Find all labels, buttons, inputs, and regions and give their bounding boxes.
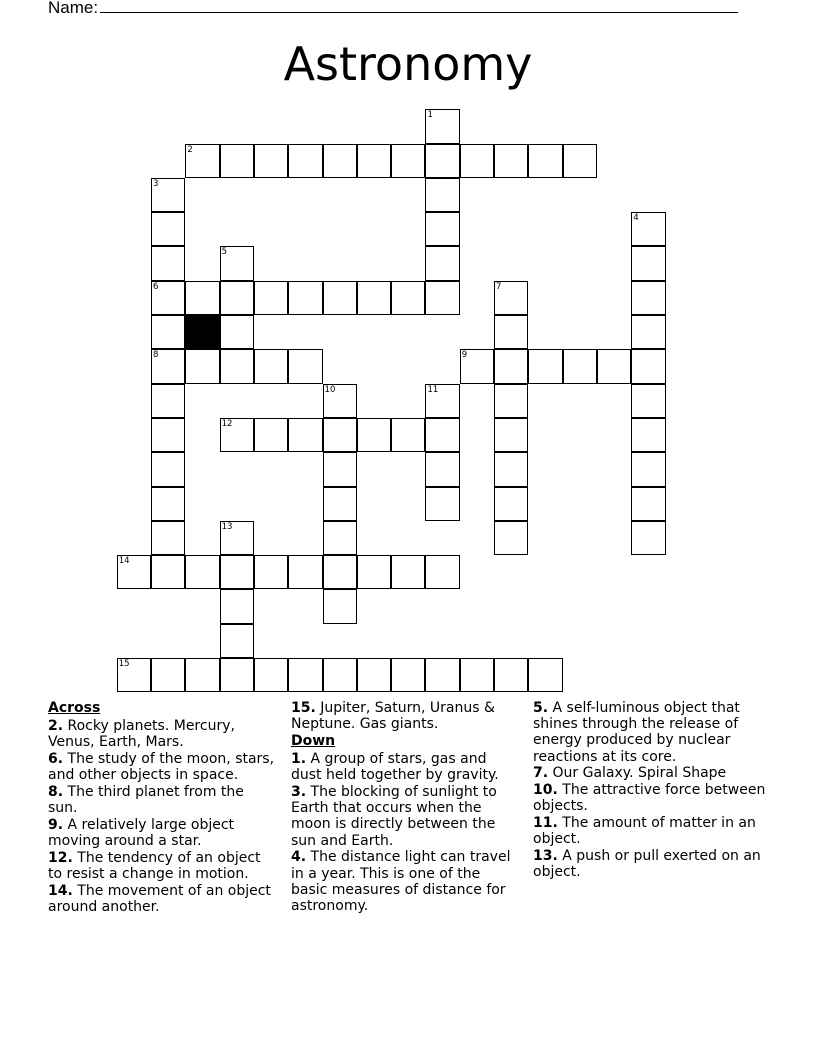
cell-number: 12 [221,418,233,429]
grid-cell[interactable] [425,452,459,486]
clue-text: The amount of matter in an object. [533,814,756,848]
cell-number: 13 [221,521,233,532]
cell-number: 5 [221,247,228,258]
grid-cell[interactable] [288,144,322,178]
grid-cell[interactable] [425,144,459,178]
numbered-cell-1[interactable] [425,109,459,143]
grid-cell[interactable] [254,144,288,178]
clue-number: 8. [48,784,64,801]
clue-down-3 [291,784,519,849]
grid-cell[interactable] [151,521,185,555]
clue-text: The attractive force between objects. [533,782,766,815]
grid-cell[interactable] [288,281,322,315]
numbered-cell-11[interactable] [425,384,459,418]
grid-cell[interactable] [357,555,391,589]
grid-cell[interactable] [494,349,528,383]
grid-cell[interactable] [425,658,459,692]
clue-number: 12. [48,849,73,866]
cell-number: 14 [118,556,130,567]
clue-column-1 [48,700,276,916]
grid-cell[interactable] [425,418,459,452]
grid-cell[interactable] [563,144,597,178]
clue-number: 6. [48,751,64,768]
clue-text: Rocky planets. Mercury, Venus, Earth, Mars. [48,718,235,751]
grid-cell[interactable] [631,452,665,486]
grid-cell[interactable] [323,487,357,521]
numbered-cell-10[interactable] [323,384,357,418]
numbered-cell-12[interactable] [220,418,254,452]
clue-text: The study of the moon, stars, and other objects in space. [48,751,275,784]
grid-cell[interactable] [254,349,288,383]
clue-number: 9. [48,816,64,833]
grid-cell[interactable] [254,418,288,452]
grid-cell[interactable] [631,281,665,315]
grid-cell[interactable] [254,555,288,589]
clue-across-2 [48,718,276,750]
grid-cell[interactable] [425,555,459,589]
clue-across-8 [48,784,276,816]
numbered-cell-9[interactable] [460,349,494,383]
clue-number: 7. [533,765,549,782]
cell-number: 3 [153,178,159,189]
clue-down-1 [291,751,519,783]
clue-text: The third planet from the sun. [48,784,244,817]
grid-cell[interactable] [631,521,665,555]
grid-cell[interactable] [220,349,254,383]
grid-cell[interactable] [220,281,254,315]
clue-across-14 [48,883,276,915]
grid-cell[interactable] [151,555,185,589]
clue-across-15 [291,700,519,732]
grid-cell[interactable] [288,658,322,692]
grid-cell[interactable] [528,144,562,178]
grid-cell[interactable] [151,487,185,521]
cell-number: 10 [324,384,336,395]
numbered-cell-14[interactable] [117,555,151,589]
cell-number: 2 [187,144,193,155]
grid-cell[interactable] [185,658,219,692]
grid-cell[interactable] [494,658,528,692]
grid-cell[interactable] [357,418,391,452]
clue-down-5 [533,700,769,765]
grid-cell[interactable] [151,418,185,452]
grid-cell[interactable] [425,246,459,280]
clue-text: A group of stars, gas and dust held together by gravity. [291,751,499,784]
grid-cell[interactable] [323,521,357,555]
grid-cell[interactable] [631,418,665,452]
grid-cell[interactable] [220,624,254,658]
clue-text: A self-luminous object that shines through the release of energy produced by nuclear reactions at its core. [533,700,740,765]
numbered-cell-2[interactable] [185,144,219,178]
clue-number: 1. [291,751,307,768]
clue-number: 10. [533,782,558,799]
clue-down-13 [533,848,769,880]
page-title: Astronomy [283,37,533,91]
grid-cell[interactable] [357,281,391,315]
clue-text: The distance light can travel in a year. This is one of the basic measures of distance for astronomy. [291,849,511,914]
cell-number: 15 [118,659,130,670]
grid-cell[interactable] [391,144,425,178]
numbered-cell-6[interactable] [151,281,185,315]
grid-cell[interactable] [494,521,528,555]
clue-down-4 [291,849,519,914]
clue-text: A push or pull exerted on an object. [533,847,761,881]
grid-cell[interactable] [357,658,391,692]
grid-cell[interactable] [288,418,322,452]
grid-cell[interactable] [151,315,185,349]
name-label: Name: [48,0,99,17]
grid-cell[interactable] [391,555,425,589]
grid-cell[interactable] [323,281,357,315]
grid-cell[interactable] [185,349,219,383]
grid-cell[interactable] [563,349,597,383]
clue-number: 4. [291,849,307,866]
grid-cell[interactable] [391,281,425,315]
cell-number: 1 [427,110,433,121]
clue-number: 13. [533,847,558,864]
grid-cell[interactable] [494,418,528,452]
blocked-cell [185,315,219,349]
numbered-cell-8[interactable] [151,349,185,383]
clue-text: The movement of an object around another. [48,882,271,915]
grid-cell[interactable] [631,315,665,349]
grid-cell[interactable] [494,384,528,418]
numbered-cell-5[interactable] [220,246,254,280]
clue-down-7 [533,765,769,781]
clue-across-12 [48,850,276,882]
grid-cell[interactable] [151,246,185,280]
grid-cell[interactable] [220,144,254,178]
grid-cell[interactable] [425,487,459,521]
grid-cell[interactable] [323,658,357,692]
grid-cell[interactable] [151,212,185,246]
numbered-cell-15[interactable] [117,658,151,692]
clue-down-10 [533,782,769,814]
grid-cell[interactable] [425,281,459,315]
grid-cell[interactable] [151,384,185,418]
clue-number: 5. [533,700,549,716]
cell-number: 8 [153,350,159,361]
cell-number: 9 [461,350,468,361]
grid-cell[interactable] [288,555,322,589]
grid-cell[interactable] [425,178,459,212]
grid-cell[interactable] [220,589,254,623]
grid-cell[interactable] [323,452,357,486]
grid-cell[interactable] [631,349,665,383]
grid-cell[interactable] [220,658,254,692]
grid-cell[interactable] [460,144,494,178]
grid-cell[interactable] [391,658,425,692]
grid-cell[interactable] [631,384,665,418]
grid-cell[interactable] [494,452,528,486]
clue-number: 11. [533,814,558,831]
grid-cell[interactable] [220,555,254,589]
numbered-cell-13[interactable] [220,521,254,555]
cell-number: 4 [633,213,639,224]
grid-cell[interactable] [323,144,357,178]
clue-across-6 [48,751,276,783]
grid-cell[interactable] [494,144,528,178]
clue-text: The tendency of an object to resist a change in motion. [48,849,261,883]
numbered-cell-4[interactable] [631,212,665,246]
cell-number: 6 [153,281,159,292]
clue-number: 2. [48,718,64,735]
grid-cell[interactable] [391,418,425,452]
clue-down-11 [533,815,769,847]
clue-number: 15. [291,700,316,716]
grid-cell[interactable] [425,212,459,246]
grid-cell[interactable] [288,349,322,383]
grid-cell[interactable] [494,487,528,521]
down-header: Down [291,732,336,749]
grid-cell[interactable] [220,315,254,349]
clue-text: Jupiter, Saturn, Uranus & Neptune. Gas giants. [291,700,495,733]
grid-cell[interactable] [185,281,219,315]
clue-text: A relatively large object moving around a star. [48,816,235,850]
clue-column-2 [291,700,519,915]
grid-cell[interactable] [631,246,665,280]
grid-cell[interactable] [528,349,562,383]
clue-across-9 [48,817,276,849]
grid-cell[interactable] [323,589,357,623]
grid-cell[interactable] [494,315,528,349]
grid-cell[interactable] [151,452,185,486]
grid-cell[interactable] [323,555,357,589]
cell-number: 11 [427,384,439,395]
clue-text: Our Galaxy. Spiral Shape [548,765,727,782]
grid-cell[interactable] [185,555,219,589]
grid-cell[interactable] [528,658,562,692]
grid-cell[interactable] [597,349,631,383]
clue-number: 3. [291,784,307,801]
numbered-cell-3[interactable] [151,178,185,212]
grid-cell[interactable] [151,658,185,692]
grid-cell[interactable] [460,658,494,692]
grid-cell[interactable] [631,487,665,521]
grid-cell[interactable] [323,418,357,452]
clue-text: The blocking of sunlight to Earth that occurs when the moon is directly between the sun and Earth. [291,784,497,849]
across-header: Across [48,700,101,716]
cell-number: 7 [496,281,502,292]
numbered-cell-7[interactable] [494,281,528,315]
grid-cell[interactable] [254,658,288,692]
grid-cell[interactable] [357,144,391,178]
grid-cell[interactable] [254,281,288,315]
clue-number: 14. [48,882,73,899]
clue-column-3 [533,700,769,881]
